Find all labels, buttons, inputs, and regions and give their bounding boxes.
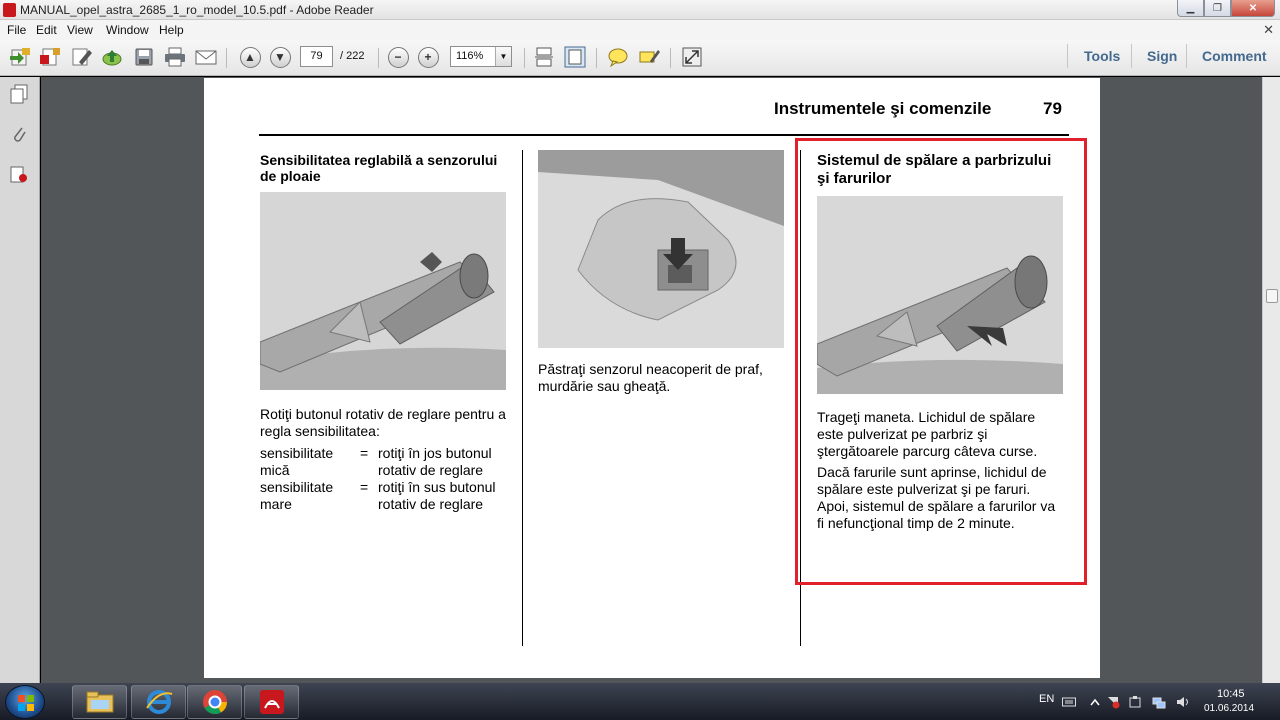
headlamp-washer-paragraph: Dacă farurile sunt aprinse, lichidul de spălare este pulverizat şi pe faruri. Apoi, sistemul de spălare a farurilor va fi nefuncţional timp de 2 minute. xyxy=(817,464,1056,531)
minimize-button[interactable]: ▁ xyxy=(1177,0,1204,17)
navigation-pane xyxy=(0,77,40,683)
zoom-out-icon[interactable]: − xyxy=(386,46,410,68)
page-number: 79 xyxy=(1043,99,1062,118)
action-center-icon[interactable] xyxy=(1106,695,1120,707)
taskbar xyxy=(0,683,1280,720)
definition-description: rotiţi în sus butonul rotativ de reglare xyxy=(378,479,496,512)
upload-icon[interactable] xyxy=(100,46,124,68)
toolbar-separator xyxy=(596,48,597,68)
start-button[interactable] xyxy=(5,685,45,719)
highlight-icon[interactable] xyxy=(637,46,661,68)
clock-date[interactable]: 01.06.2014 xyxy=(1204,703,1255,714)
toolbar-separator xyxy=(524,48,525,68)
email-icon[interactable] xyxy=(194,46,218,68)
full-screen-icon[interactable] xyxy=(680,46,704,68)
page-thumbnails-icon[interactable] xyxy=(9,83,29,105)
definition-term: sensibilitate mare xyxy=(260,479,334,512)
chevron-down-icon[interactable]: ▼ xyxy=(495,47,511,66)
rain-sensor-care-text: Păstraţi senzorul neacoperit de praf, murdărie sau gheaţă. xyxy=(538,361,763,394)
zoom-value: 116% xyxy=(456,50,484,62)
power-icon[interactable] xyxy=(1128,695,1142,707)
language-indicator[interactable]: EN xyxy=(1039,693,1055,705)
volume-icon[interactable] xyxy=(1176,695,1190,707)
toolbar-divider xyxy=(1131,44,1132,68)
toolbar-divider xyxy=(1186,44,1187,68)
save-icon[interactable] xyxy=(132,46,156,68)
document-close-icon[interactable]: ✕ xyxy=(1263,22,1274,37)
washer-system-heading: Sistemul de spălare a parbrizului şi farurilor xyxy=(817,152,1052,187)
menu-window[interactable]: Window xyxy=(106,23,149,37)
scrollbar-thumb[interactable] xyxy=(1266,289,1278,303)
previous-page-icon[interactable]: ▲ xyxy=(238,46,262,68)
zoom-in-icon[interactable]: + xyxy=(416,46,440,68)
page-number-input[interactable]: 79 xyxy=(300,46,333,67)
clock-time[interactable]: 10:45 xyxy=(1217,688,1245,700)
column-divider xyxy=(522,150,523,646)
print-icon[interactable] xyxy=(163,46,187,68)
menu-help[interactable]: Help xyxy=(159,23,184,37)
menu-bar xyxy=(0,20,1280,40)
scrolling-mode-icon[interactable] xyxy=(532,46,556,68)
toolbar-separator xyxy=(226,48,227,68)
menu-file[interactable]: File xyxy=(7,23,27,37)
attachments-icon[interactable] xyxy=(9,123,29,145)
vertical-scrollbar[interactable] xyxy=(1262,77,1280,683)
keyboard-icon[interactable] xyxy=(1062,695,1076,707)
toolbar-divider xyxy=(1067,44,1068,68)
window-title: MANUAL_opel_astra_2685_1_ro_model_10.5.pdf - Adobe Reader xyxy=(20,3,374,17)
definition-equals: = xyxy=(360,445,369,461)
chrome-icon[interactable] xyxy=(187,685,242,719)
menu-view[interactable]: View xyxy=(67,23,93,37)
zoom-select[interactable] xyxy=(450,46,512,67)
definition-row xyxy=(260,445,520,479)
adobe-reader-icon[interactable] xyxy=(244,685,299,719)
sign-link[interactable]: Sign xyxy=(1147,48,1178,64)
network-icon[interactable] xyxy=(1152,695,1166,707)
create-pdf-icon[interactable] xyxy=(8,46,32,68)
rain-sensor-heading: Sensibilitatea reglabilă a senzorului de ploaie xyxy=(260,152,498,184)
toolbar-separator xyxy=(378,48,379,68)
red-highlight-box xyxy=(795,138,1087,585)
toolbar-separator xyxy=(670,48,671,68)
header-divider xyxy=(259,134,1069,136)
window-controls xyxy=(1177,0,1275,18)
definition-equals: = xyxy=(360,479,369,495)
title-bar xyxy=(0,0,1280,20)
maximize-button[interactable]: ❐ xyxy=(1204,0,1231,17)
comment-icon[interactable] xyxy=(606,46,630,68)
page-total: / 222 xyxy=(340,50,365,62)
definition-row xyxy=(260,479,520,513)
fit-page-icon[interactable] xyxy=(563,46,587,68)
next-page-icon[interactable]: ▼ xyxy=(268,46,292,68)
show-hidden-icons-icon[interactable] xyxy=(1088,695,1102,707)
menu-edit[interactable]: Edit xyxy=(36,23,57,37)
signatures-icon[interactable] xyxy=(9,163,29,185)
internet-explorer-icon[interactable] xyxy=(131,685,186,719)
windows-explorer-icon[interactable] xyxy=(72,685,127,719)
comment-link[interactable]: Comment xyxy=(1202,48,1267,64)
adobe-reader-icon xyxy=(3,3,16,17)
edit-icon[interactable] xyxy=(70,46,94,68)
definition-term: sensibilitate mică xyxy=(260,445,334,478)
rain-sensor-lever-image xyxy=(260,192,506,390)
tools-link[interactable]: Tools xyxy=(1084,48,1121,64)
page-header-title: Instrumentele şi comenzile xyxy=(774,99,992,118)
close-button[interactable]: ✕ xyxy=(1231,0,1275,17)
rain-sensor-instructions: Rotiţi butonul rotativ de reglare pentru a regla sensibilitatea: xyxy=(260,406,506,439)
washer-instructions-paragraph: Trageţi maneta. Lichidul de spălare este pulverizat pe parbriz şi ştergătoarele parcurg câteva curse. xyxy=(817,409,1038,459)
definition-description: rotiţi în jos butonul rotativ de reglare xyxy=(378,445,492,478)
rain-sensor-windshield-image xyxy=(538,150,784,348)
convert-icon[interactable] xyxy=(38,46,62,68)
